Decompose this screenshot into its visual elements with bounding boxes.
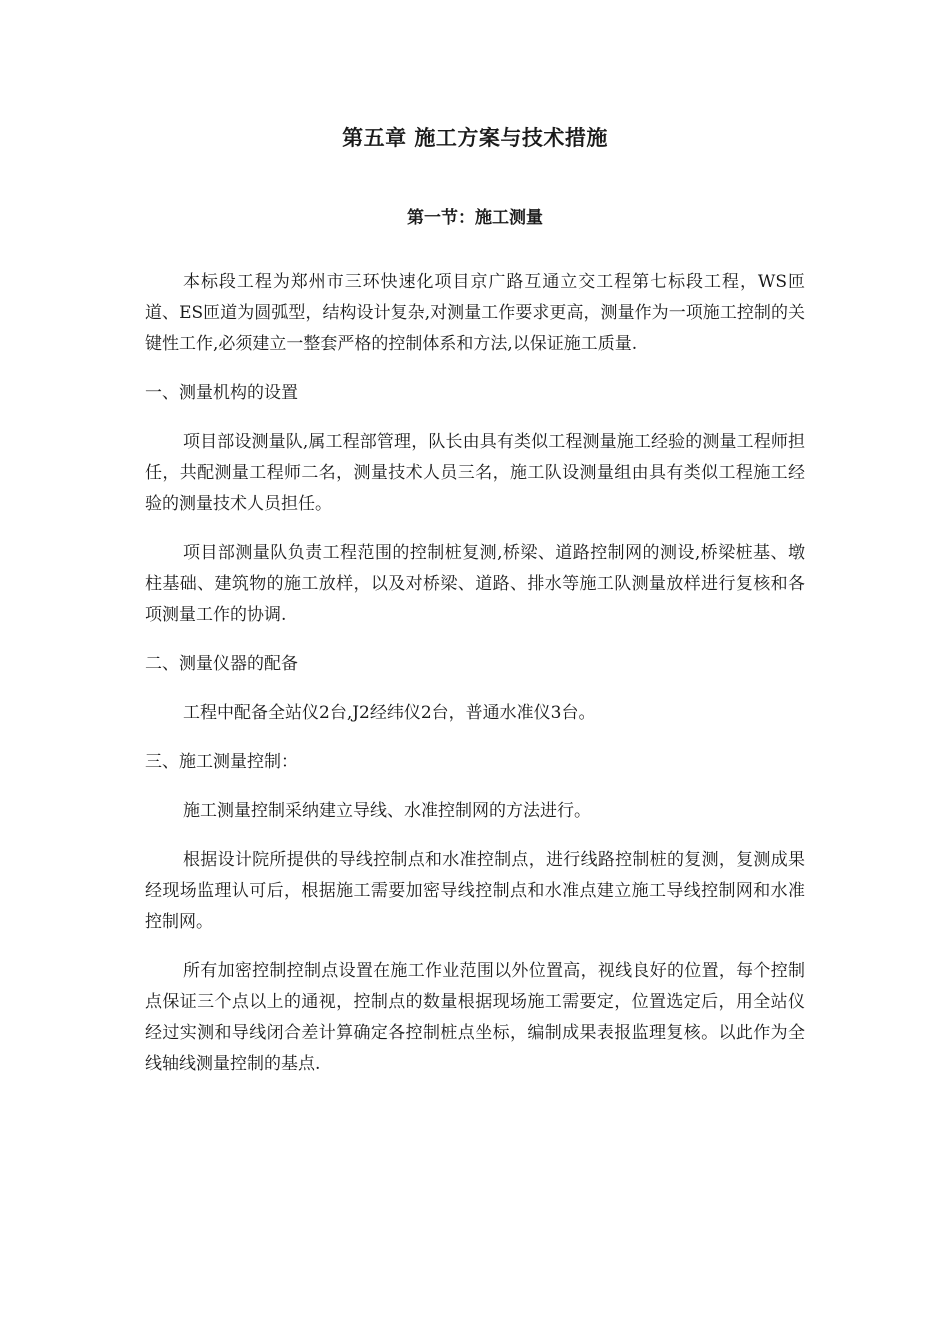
heading-survey-instruments: 二、测量仪器的配备 <box>145 654 298 674</box>
paragraph-survey-duties: 项目部测量队负责工程范围的控制桩复测,桥梁、道路控制网的测设,桥梁桩基、墩柱基础、建筑物的施工放样，以及对桥梁、道路、排水等施工队测量放样进行复核和各项测量工作的协调. <box>145 543 805 625</box>
paragraph-control-points: 所有加密控制控制点设置在施工作业范围以外位置高，视线良好的位置，每个控制点保证三个点以上的通视，控制点的数量根据现场施工需要定，位置选定后，用全站仪经过实测和导线闭合差计算确定各控制桩点坐标，编制成果表报监理复核。以此作为全线轴线测量控制的基点. <box>145 961 805 1074</box>
chapter-title: 第五章 施工方案与技术措施 <box>342 126 608 150</box>
section-title: 第一节：施工测量 <box>407 208 543 228</box>
paragraph-control-method: 施工测量控制采纳建立导线、水准控制网的方法进行。 <box>183 801 591 821</box>
heading-survey-control: 三、施工测量控制： <box>145 752 298 772</box>
paragraph-control-network: 根据设计院所提供的导线控制点和水准控制点，进行线路控制桩的复测，复测成果经现场监理认可后，根据施工需要加密导线控制点和水准点建立施工导线控制网和水准控制网。 <box>145 850 805 932</box>
heading-survey-organization: 一、测量机构的设置 <box>145 383 298 403</box>
paragraph-survey-team: 项目部设测量队,属工程部管理，队长由具有类似工程测量施工经验的测量工程师担任，共配测量工程师二名，测量技术人员三名，施工队设测量组由具有类似工程施工经验的测量技术人员担任。 <box>145 432 805 514</box>
intro-paragraph: 本标段工程为郑州市三环快速化项目京广路互通立交工程第七标段工程，WS匝道、ES匝道为圆弧型，结构设计复杂,对测量工作要求更高，测量作为一项施工控制的关键性工作,必须建立一整套严格的控制体系和方法,以保证施工质量. <box>145 272 805 354</box>
paragraph-instrument-list: 工程中配备全站仪2台,J2经纬仪2台，普通水准仪3台。 <box>183 703 596 723</box>
document-body <box>145 118 805 1080</box>
